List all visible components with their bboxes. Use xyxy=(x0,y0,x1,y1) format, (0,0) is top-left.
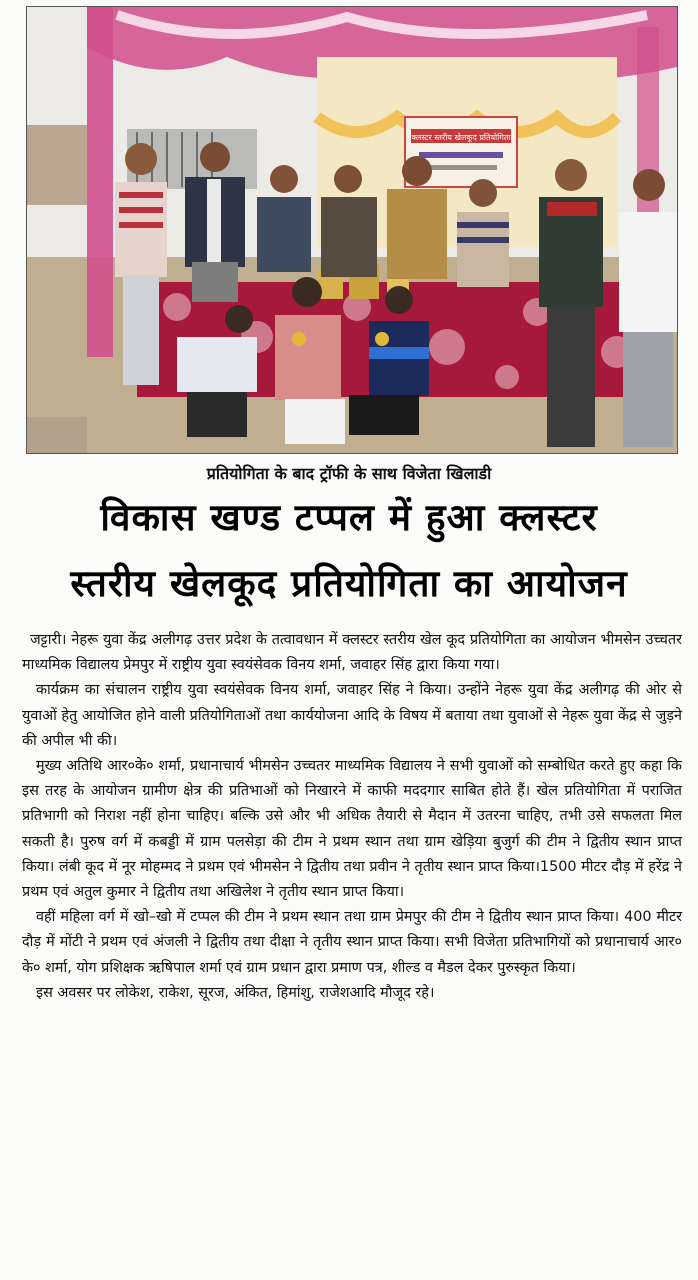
article-paragraph: मुख्य अतिथि आर०के० शर्मा, प्रधानाचार्य भीमसेन उच्चतर माध्यमिक विद्यालय ने सभी युवाओं को सम्बोधित करते हुए कहा कि इस तरह के आयोजन ग्रामीण क्षेत्र की प्रतिभाओं को निखारने में काफी मददगार साबित होते हैं। खेल प्रतियोगिता में पराजित प्रतिभागी को निराश नहीं होना चाहिए। बल्कि उसे और भी अधिक तैयारी से मैदान में उतरना चाहिए, तभी उसे सफलता मिल सकती है। पुरुष वर्ग में कबड्डी में ग्राम पलसेड़ा की टीम ने प्रथम स्थान तथा ग्राम खेड़िया बुजुर्ग की टीम ने द्वितीय स्थान प्राप्त किया। लंबी कूद में नूर मोहम्मद ने प्रथम एवं भीमसेन ने द्वितीय तथा प्रवीन ने तृतीय स्थान प्राप्त किया।1500 मीटर दौड़ में हरेंद्र ने प्रथम एवं अतुल कुमार ने द्वितीय तथा अखिलेश ने तृतीय स्थान प्राप्त किया। xyxy=(22,758,682,901)
article-paragraph: कार्यक्रम का संचालन राष्ट्रीय युवा स्वयंसेवक विनय शर्मा, जवाहर सिंह ने किया। उन्होंने नेहरू युवा केंद्र अलीगढ़ की ओर से युवाओं हेतु आयोजित होने वाली प्रतियोगिताओं तथा कार्ययोजना आदि के विषय में बताया तथा युवाओं से नेहरू युवा केंद्र से जुड़ने की अपील भी की। xyxy=(22,682,682,749)
banner-text: क्लस्टर स्तरीय खेलकूद प्रतियोगिता xyxy=(411,133,511,142)
photo-illustration xyxy=(27,7,677,453)
article-paragraph: वहीं महिला वर्ग में खो–खो में टप्पल की टीम ने प्रथम स्थान तथा ग्राम प्रेमपुर की टीम ने द्वितीय स्थान प्राप्त किया। 400 मीटर दौड़ में मोंटी ने प्रथम एवं अंजली ने द्वितीय तथा दीक्षा ने तृतीय स्थान प्राप्त किया। सभी विजेता प्रतिभागियों को प्रधानाचार्य आर० के० शर्मा, योग प्रशिक्षक ऋषिपाल शर्मा एवं ग्राम प्रधान द्वारा प्रमाण पत्र, शील्ड व मैडल देकर पुरुस्कृत किया। xyxy=(22,909,682,976)
photo-caption: प्रतियोगिता के बाद ट्रॉफी के साथ विजेता खिलाडी xyxy=(206,464,492,483)
article-paragraph: इस अवसर पर लोकेश, राकेश, सूरज, अंकित, हिमांशु, राजेशआदि मौजूद रहे। xyxy=(36,984,435,1001)
news-photo xyxy=(26,6,678,454)
headline-line-2: स्तरीय खेलकूद प्रतियोगिता का आयोजन xyxy=(70,562,628,605)
article-body xyxy=(22,628,682,1006)
headline-line-1: विकास खण्ड टप्पल में हुआ क्लस्टर xyxy=(100,496,598,539)
article-paragraph: जट्टारी। नेहरू युवा केंद्र अलीगढ़ उत्तर प्रदेश के तत्वावधान में क्लस्टर स्तरीय खेल कूद प्रतियोगिता का आयोजन भीमसेन उच्चतर माध्यमिक विद्यालय प्रेमपुर में राष्ट्रीय युवा स्वयंसेवक विनय शर्मा, जवाहर सिंह द्वारा किया गया। xyxy=(22,632,682,674)
